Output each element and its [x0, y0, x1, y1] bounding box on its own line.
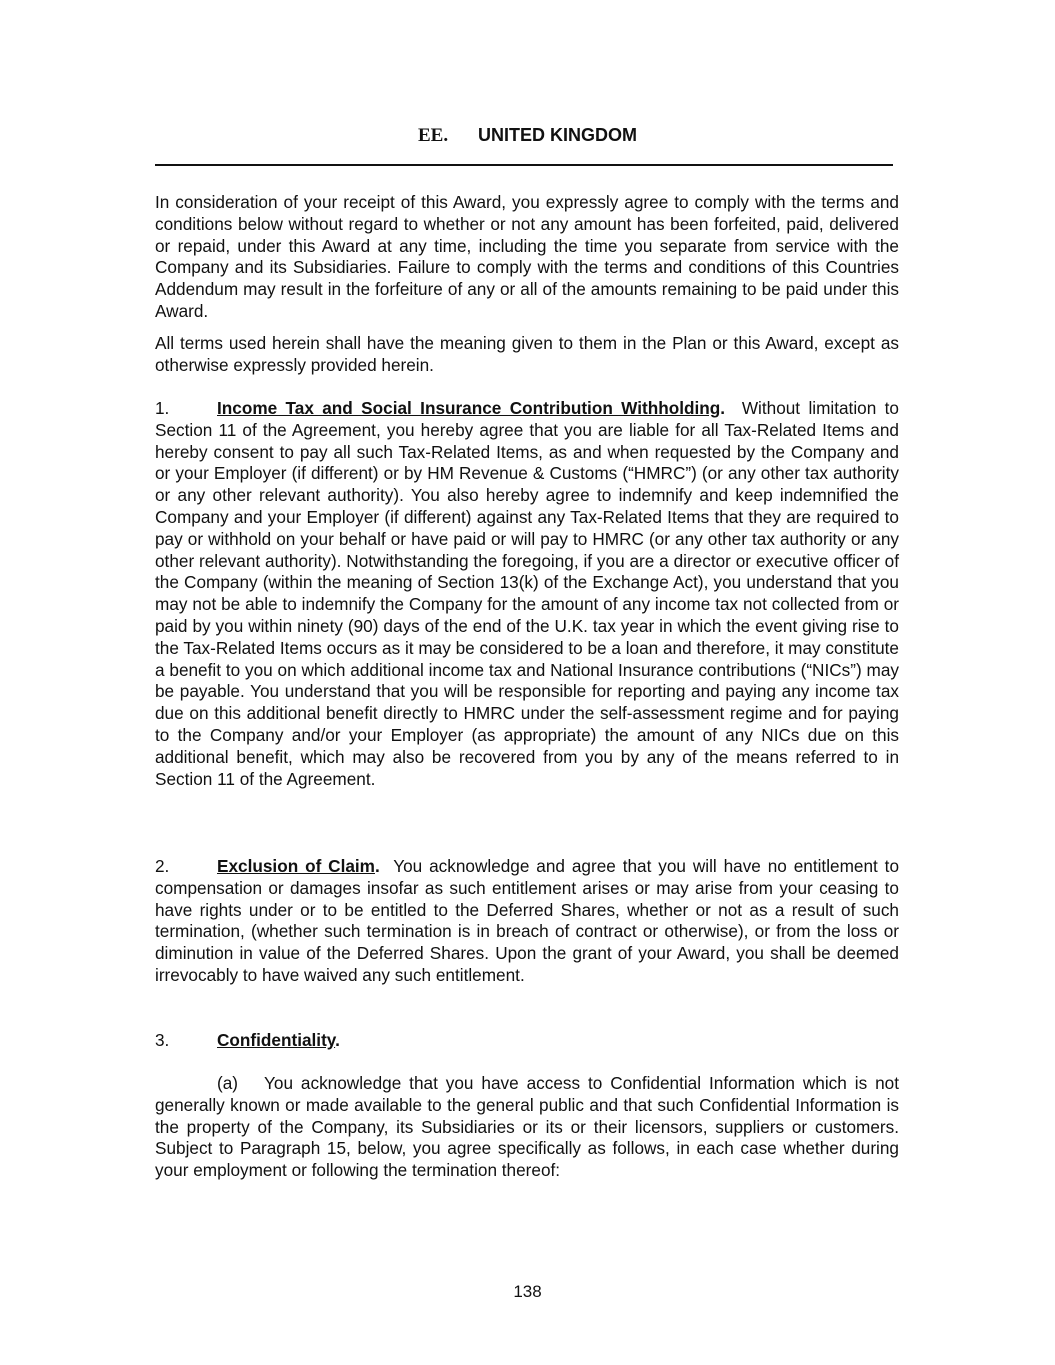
- terms-paragraph: [155, 333, 899, 377]
- section-2: [155, 856, 899, 987]
- section-1-paragraph: [155, 398, 899, 790]
- section-3a-label: (a): [217, 1073, 239, 1093]
- heading-title: UNITED KINGDOM: [478, 125, 637, 145]
- section-3: [155, 1030, 899, 1052]
- section-1-title-period: .: [720, 398, 726, 418]
- page-number: 138: [513, 1282, 542, 1301]
- section-1: [155, 398, 899, 790]
- heading-number: EE.: [418, 125, 449, 146]
- section-3a-paragraph: [155, 1073, 899, 1182]
- section-heading: [0, 125, 1055, 147]
- heading-rule: [155, 164, 893, 166]
- section-2-paragraph: [155, 856, 899, 987]
- section-3a: [155, 1073, 899, 1182]
- section-3a-text: You acknowledge that you have access to Confidential Information which is not generally known or made available to the general public and that such Confidential Information is the property of the Company, its Subsidiaries or its or their licensors, suppliers or customers. Subject to Paragraph 15, below, you agree specifically as follows, in each case whether during your employment or following the termination thereof:: [155, 1073, 899, 1181]
- terms-text: All terms used herein shall have the meaning given to them in the Plan or this Award, except as otherwise expressly provided herein.: [155, 333, 899, 375]
- section-3-number: 3.: [155, 1030, 170, 1050]
- section-2-title: Exclusion of Claim: [217, 856, 375, 876]
- section-3-title: Confidentiality: [217, 1030, 336, 1050]
- section-1-number: 1.: [155, 398, 170, 418]
- section-2-title-period: .: [374, 856, 380, 876]
- section-3-title-period: .: [335, 1030, 340, 1050]
- section-2-number: 2.: [155, 856, 170, 876]
- section-3-heading: [155, 1030, 899, 1052]
- intro-paragraph: [155, 192, 899, 323]
- section-2-text: You acknowledge and agree that you will have no entitlement to compensation or damages insofar as such entitlement arises or may arise from your ceasing to have rights under or to be entitled to the Deferred Shares, whether or not as a result of such termination, (whether such termination is in breach of contract or otherwise), or from the loss or diminution in value of the Deferred Shares. Upon the grant of your Award, you shall be deemed irrevocably to have waived any such entitlement.: [155, 856, 900, 985]
- section-1-text: Without limitation to Section 11 of the Agreement, you hereby agree that you are liable for all Tax-Related Items and hereby consent to pay all such Tax-Related Items, as and when requested by the Company and or your Employer (if different) or by HM Revenue & Customs (“HMRC”) (or any other tax authority or any other relevant authority). You also hereby agree to indemnify and keep indemnified the Company and your Employer (if different) against any Tax-Related Items that they are required to pay or withhold on your behalf or have paid or will pay to HMRC (or any other tax authority or any other relevant authority). Notwithstanding the foregoing, if you are a director or executive officer of the Company (within the meaning of Section 13(k) of the Exchange Act), you understand that you may not be able to indemnify the Company for the amount of any income tax not collected from or paid by you within ninety (90) days of the end of the U.K. tax year in which the event giving rise to the Tax-Related Items occurs as it may be considered to be a loan and therefore, it may constitute a benefit to you on which additional income tax and National Insurance contributions (“NICs”) may be payable. You understand that you will be responsible for reporting and paying any income tax due on this additional benefit directly to HMRC under the self-assessment regime and for paying to the Company and/or your Employer (as appropriate) the amount of any NICs due on this additional benefit, which may also be recovered from you by any of the means referred to in Section 11 of the Agreement.: [155, 398, 899, 789]
- section-1-title: Income Tax and Social Insurance Contribution Withholding: [217, 398, 721, 418]
- intro-text: In consideration of your receipt of this Award, you expressly agree to comply with the terms and conditions below without regard to whether or not any amount has been forfeited, paid, delivered or repaid, under this Award at any time, including the time you separate from service with the Company and its Subsidiaries. Failure to comply with the terms and conditions of this Countries Addendum may result in the forfeiture of any or all of the amounts remaining to be paid under this Award.: [155, 192, 899, 321]
